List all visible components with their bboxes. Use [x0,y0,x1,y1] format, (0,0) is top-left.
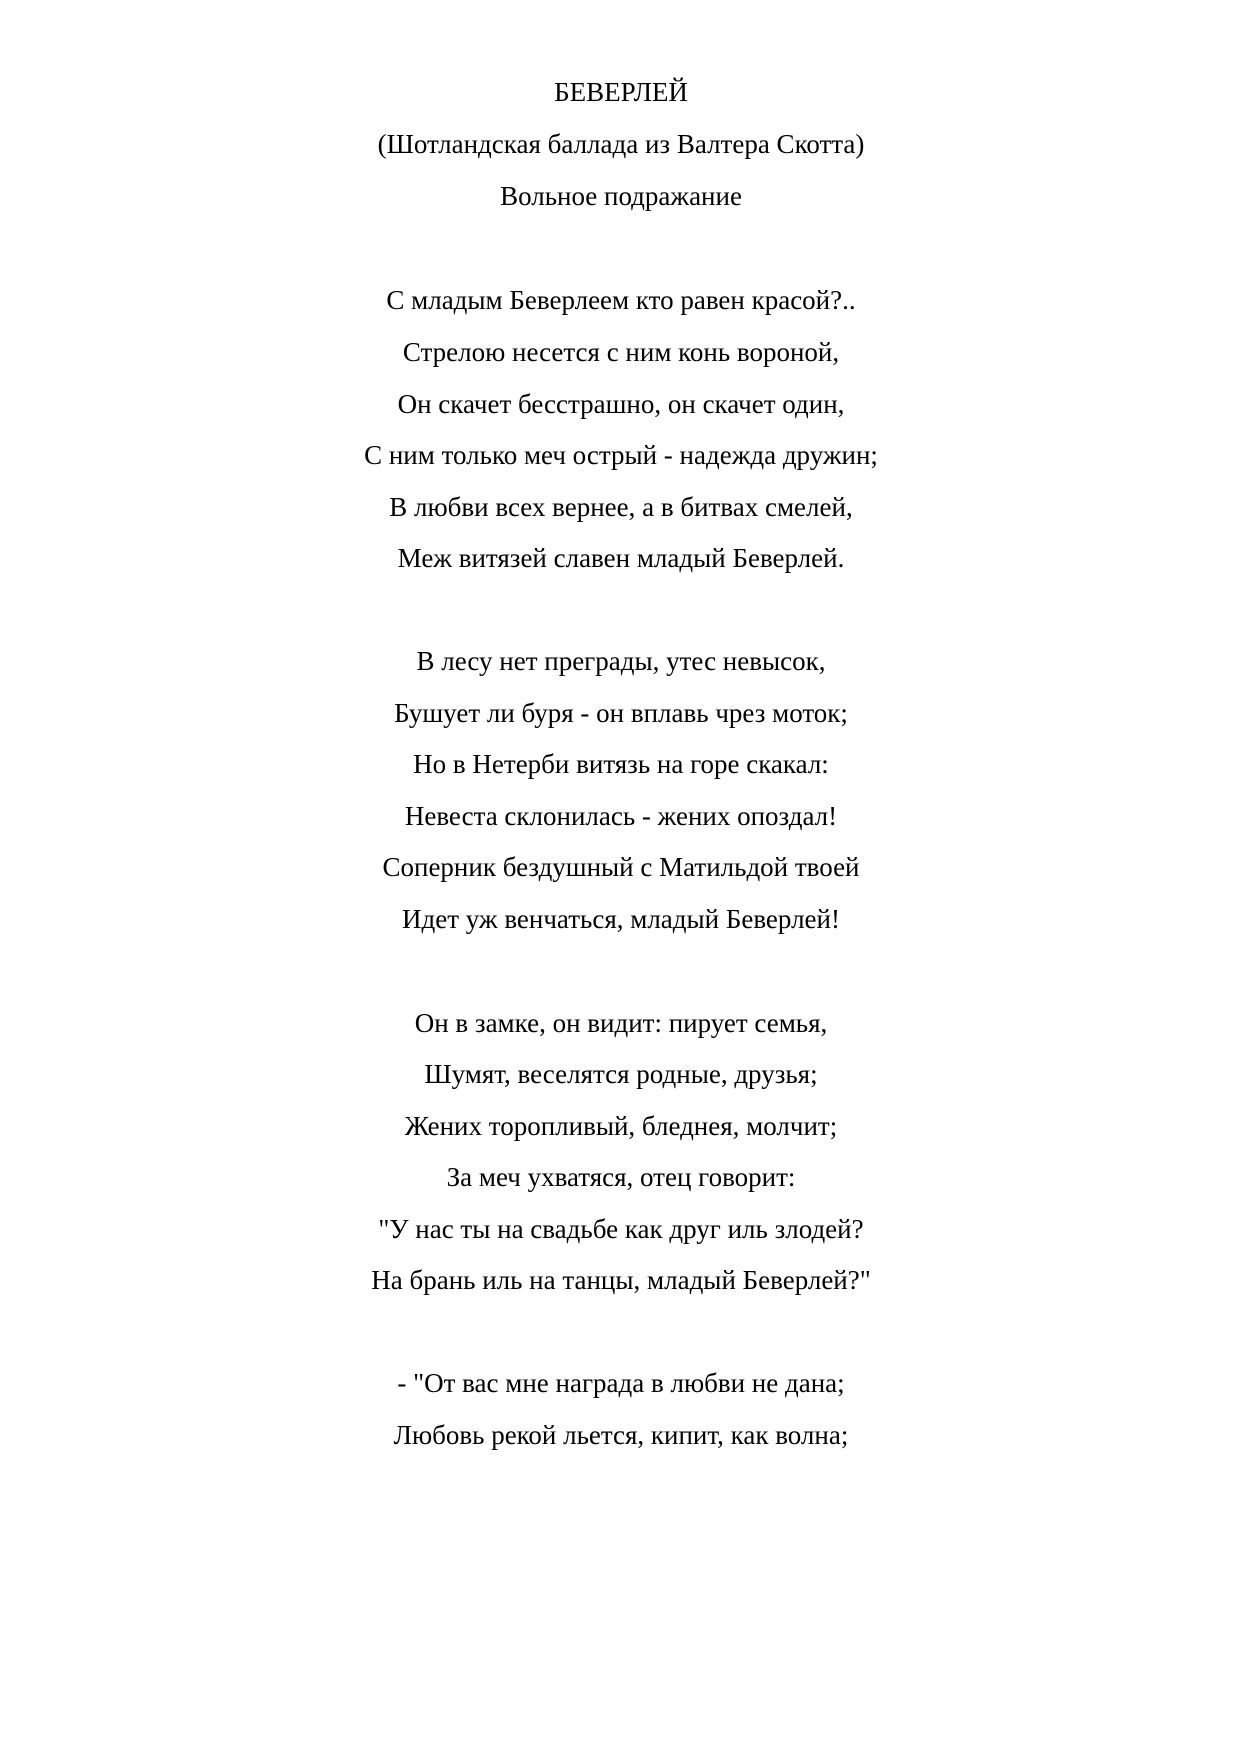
verse-line: С младым Беверлеем кто равен красой?.. [386,285,856,315]
verse-line: Невеста склонилась - жених опоздал! [404,801,838,831]
verse-line: За меч ухватяся, отец говорит: [446,1162,796,1192]
verse-line: Соперник бездушный с Матильдой твоей [382,852,860,882]
verse-line: Но в Нетерби витязь на горе скакал: [413,749,829,779]
verse-line: Он в замке, он видит: пирует семья, [414,1008,828,1038]
verse-line: Меж витязей славен младый Беверлей. [397,543,845,573]
verse-line: С ним только меч острый - надежда дружин; [364,440,878,470]
verse-line: На брань иль на танцы, младый Беверлей?" [371,1265,871,1295]
poem-note: Вольное подражание [500,181,742,211]
verse-line: - "От вас мне награда в любви не дана; [397,1368,845,1398]
verse-line: Идет уж венчаться, младый Беверлей! [402,904,840,934]
verse-line: "У нас ты на свадьбе как друг иль злодей? [378,1214,864,1244]
verse-line: Жених торопливый, бледнея, молчит; [404,1111,838,1141]
poem-subtitle: (Шотландская баллада из Валтера Скотта) [377,129,865,159]
verse-line: Он скачет бесстрашно, он скачет один, [397,389,845,419]
verse-line: В любви всех вернее, а в битвах смелей, [389,492,853,522]
verse-line: Бушует ли буря - он вплавь чрез моток; [394,698,848,728]
verse-line: В лесу нет преграды, утес невысок, [416,646,826,676]
verse-line: Шумят, веселятся родные, друзья; [424,1059,818,1089]
verse-line: Любовь рекой льется, кипит, как волна; [393,1420,849,1450]
verse-line: Стрелою несется с ним конь вороной, [402,337,840,367]
poem-title: БЕВЕРЛЕЙ [554,77,688,107]
